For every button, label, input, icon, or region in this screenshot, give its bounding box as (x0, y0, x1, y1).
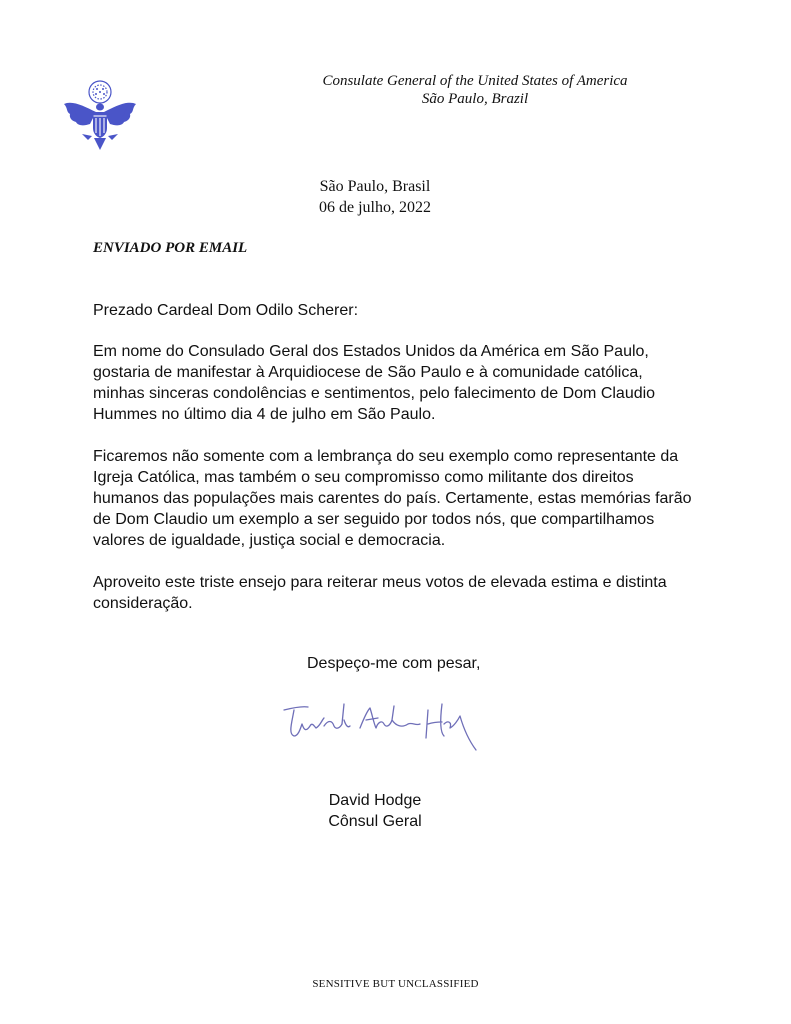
letter-place: São Paulo, Brasil (319, 178, 431, 195)
letterhead-line-2: São Paulo, Brazil (421, 91, 529, 107)
paragraph-line: de Dom Claudio um exemplo a ser seguido por todos nós, que compartilhamos (93, 511, 655, 528)
signer-block (300, 790, 450, 832)
closing-phrase: Despeço-me com pesar, (307, 655, 481, 672)
letter-date: 06 de julho, 2022 (319, 199, 431, 216)
paragraph-line: valores de igualdade, justiça social e democracia. (93, 532, 446, 549)
paragraph-line: Ficaremos não somente com a lembrança do seu exemplo como representante da (93, 448, 679, 465)
paragraph-line: Em nome do Consulado Geral dos Estados Unidos da América em São Paulo, (93, 343, 649, 360)
sent-by-email-note: ENVIADO POR EMAIL (93, 240, 248, 256)
body-paragraph-2 (93, 446, 733, 551)
paragraph-line: Hummes no último dia 4 de julho em São Paulo. (93, 406, 436, 423)
classification-marking: SENSITIVE BUT UNCLASSIFIED (312, 978, 479, 990)
paragraph-line: Igreja Católica, mas também o seu compromisso como militante dos direitos (93, 469, 634, 486)
paragraph-line: minhas sinceras condolências e sentimentos, pelo falecimento de Dom Claudio (93, 385, 656, 402)
place-and-date (290, 176, 460, 218)
salutation: Prezado Cardeal Dom Odilo Scherer: (93, 302, 359, 319)
paragraph-line: Aproveito este triste ensejo para reiterar meus votos de elevada estima e distinta (93, 574, 667, 591)
body-paragraph-1 (93, 341, 733, 425)
paragraph-line: humanos das populações mais carentes do país. Certamente, estas memórias farão (93, 490, 692, 507)
signer-name: David Hodge (328, 792, 422, 809)
great-seal-eagle-icon (60, 78, 140, 158)
body-paragraph-3 (93, 572, 733, 614)
paragraph-line: gostaria de manifestar à Arquidiocese de São Paulo e à comunidade católica, (93, 364, 643, 381)
letterhead-line-1: Consulate General of the United States of America (322, 73, 628, 89)
paragraph-line: consideração. (93, 595, 193, 612)
consulate-letterhead (300, 72, 650, 108)
signer-title: Cônsul Geral (328, 813, 422, 830)
handwritten-signature (278, 690, 498, 760)
